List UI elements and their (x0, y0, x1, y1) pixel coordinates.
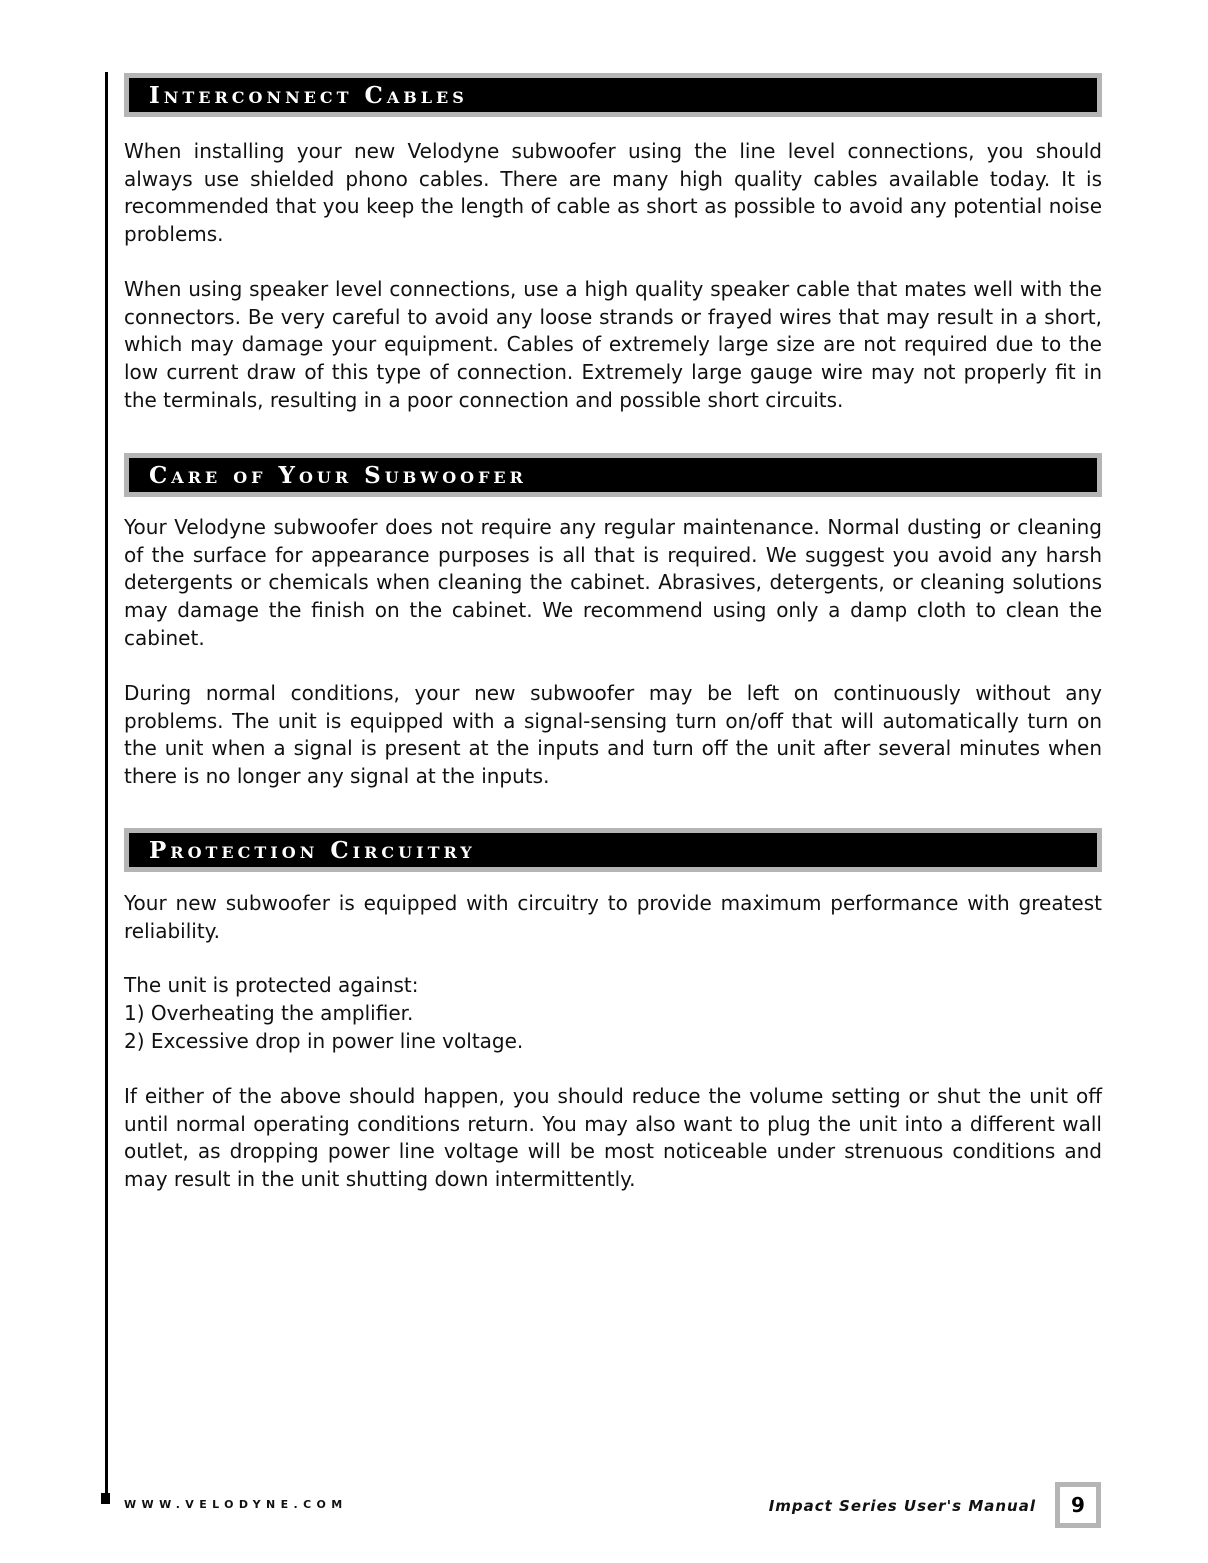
paragraph: If either of the above should happen, you should reduce the volume setting or shut the unit off until normal operating conditions return. You may also want to plug the unit into a different wall outlet, as dropping power line voltage will be most noticeable under strenuous conditions and may result in the unit shutting down intermittently. (124, 1084, 1102, 1192)
section-header-bar (129, 833, 1097, 867)
section-title: Interconnect Cables (149, 81, 468, 109)
margin-rule-end-marker (101, 1493, 110, 1504)
section-header-care-of-your-subwoofer (124, 453, 1102, 497)
margin-rule (105, 72, 108, 1497)
paragraph: Your Velodyne subwoofer does not require any regular maintenance. Normal dusting or cleaning of the surface for appearance purposes is all that is required. We suggest you avoid any harsh detergents or chemicals when cleaning the cabinet. Abrasives, detergents, or cleaning solutions may damage the finish on the cabinet. We recommend using only a damp cloth to clean the cabinet. (124, 515, 1102, 650)
section-title: Protection Circuitry (149, 836, 476, 864)
list-item: 2) Excessive drop in power line voltage. (124, 1029, 524, 1053)
footer-url: WWW.VELODYNE.COM (124, 1498, 348, 1511)
paragraph: When using speaker level connections, use a high quality speaker cable that mates well with the connectors. Be very careful to avoid any loose strands or frayed wires that may result in a short, which may damage your equipment. Cables of extremely large size are not required due to the low current draw of this type of connection. Extremely large gauge wire may not properly fit in the terminals, resulting in a poor connection and possible short circuits. (124, 277, 1102, 412)
section-header-interconnect-cables (124, 73, 1102, 117)
section-header-bar (129, 458, 1097, 492)
paragraph: During normal conditions, your new subwoofer may be left on continuously without any problems. The unit is equipped with a signal-sensing turn on/off that will automatically turn on the unit when a signal is present at the inputs and turn off the unit after several minutes when there is no longer any signal at the inputs. (124, 681, 1102, 789)
list-item: 1) Overheating the amplifier. (124, 1001, 414, 1025)
section-header-bar (129, 78, 1097, 112)
list-intro: The unit is protected against: (124, 973, 419, 997)
section-header-protection-circuitry (124, 828, 1102, 872)
paragraph: When installing your new Velodyne subwoofer using the line level connections, you should always use shielded phono cables. There are many high quality cables available today. It is recommended that you keep the length of cable as short as possible to avoid any potential noise problems. (124, 139, 1102, 247)
footer-manual-title: Impact Series User's Manual (768, 1497, 1036, 1515)
page-number: 9 (1060, 1487, 1096, 1523)
section-title: Care of Your Subwoofer (149, 461, 527, 489)
paragraph: Your new subwoofer is equipped with circuitry to provide maximum performance with greatest reliability. (124, 891, 1102, 943)
page-number-box (1055, 1482, 1101, 1528)
